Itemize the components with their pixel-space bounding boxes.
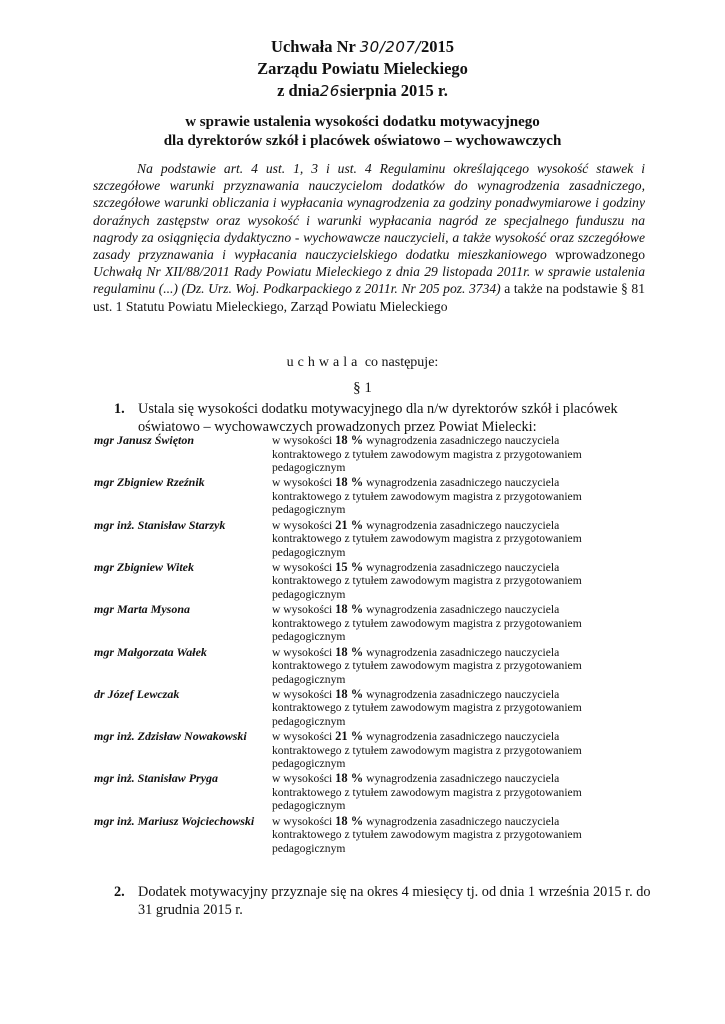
- director-name: mgr inż. Mariusz Wojciechowski: [94, 813, 255, 828]
- director-name: dr Józef Lewczak: [94, 686, 180, 701]
- allowance-percent: 15 %: [335, 559, 364, 574]
- allowance-description: w wysokości 18 % wynagrodzenia zasadniczego nauczyciela kontraktowego z tytułem zawodowym magistra z przygotowaniem pedagogicznym: [272, 602, 582, 644]
- issuing-body: Zarządu Powiatu Mieleckiego: [257, 59, 468, 78]
- allowance-row: [94, 561, 654, 603]
- allowance-description: w wysokości 15 % wynagrodzenia zasadniczego nauczyciela kontraktowego z tytułem zawodowym magistra z przygotowaniem pedagogicznym: [272, 559, 582, 601]
- allowance-description: w wysokości 21 % wynagrodzenia zasadniczego nauczyciela kontraktowego z tytułem zawodowym magistra z przygotowaniem pedagogicznym: [272, 729, 582, 771]
- allowance-description: w wysokości 18 % wynagrodzenia zasadniczego nauczyciela kontraktowego z tytułem zawodowym magistra z przygotowaniem pedagogicznym: [272, 813, 582, 855]
- allowance-row: [94, 519, 654, 561]
- allowance-row: [94, 772, 654, 814]
- allowance-description: w wysokości 18 % wynagrodzenia zasadniczego nauczyciela kontraktowego z tytułem zawodowym magistra z przygotowaniem pedagogicznym: [272, 433, 582, 474]
- allowance-percent: 18 %: [335, 475, 364, 490]
- allowance-description: w wysokości 21 % wynagrodzenia zasadniczego nauczyciela kontraktowego z tytułem zawodowym magistra z przygotowaniem pedagogicznym: [272, 517, 582, 559]
- allowance-percent: 18 %: [335, 644, 364, 659]
- director-name: mgr inż. Zdzisław Nowakowski: [94, 729, 247, 744]
- document-page: Uchwała Nr 30/207/2015 Zarządu Powiatu Mieleckiego z dnia26sierpnia 2015 r. w sprawie ustalenia wysokości dodatku motywacyjnego dla dyrektorów szkół i placówek oświatowo – wychowawczych Na podstawie art. 4 ust. 1, 3 i ust. 4 Regulaminu określającego wysokość stawek i szczegółowe warunki przyznawania nauczycielom dodatków do wynagrodzenia zasadniczego, szczegółowe warunki obliczania i wypłacania wynagrodzenia za godziny ponadwymiarowe i godziny doraźnych zastępstw oraz wysokość i warunki wypłacania nagród ze specjalnego funduszu na nagrody za osiągnięcia dydaktyczno - wychowawcze nauczycieli, a także wysokość oraz szczegółowe zasady przyznawania i wypłacania nauczycielskiego dodatku mieszkaniowego wprowadzonego Uchwałą Nr XII/88/2011 Rady Powiatu Mieleckiego z dnia 29 listopada 2011r. w sprawie ustalenia regulaminu (...) (Dz. Urz. Woj. Podkarpackiego z 2011r. Nr 205 poz. 3734) a także na podstawie § 81 ust. 1 Statutu Powiatu Mieleckiego, Zarząd Powiatu Mieleckiego uchwala co następuje: § 1 1. Ustala się wysokości dodatku motywacyjnego dla n/w dyrektorów szkół i placówek oświatowo – wychowawczych prowadzonych przez Powiat Mielecki: mgr Janusz Święton w wysokości 18 % wynagrodzenia zasadniczego nauczyciela kontraktowego z tytułem zawodowym magistra z przygotowaniem pedagogicznym mgr Zbigniew Rzeźnik w wysokości 18 % wynagrodzenia zasadniczego nauczyciela kontraktowego z tytułem zawodowym magistra z przygotowaniem pedagogicznym mgr inż. Stanisław Starzyk w wysokości 21 % wynagrodzenia zasadniczego nauczyciela kontraktowego z tytułem zawodowym magistra z przygotowaniem pedagogicznym mgr Zbigniew Witek w wysokości 15 % wynagrodzenia zasadniczego nauczyciela kontraktowego z tytułem zawodowym magistra z przygotowaniem pedagogicznym mgr Marta Mysona w wysokości 18 % wynagrodzenia zasadniczego nauczyciela kontraktowego z tytułem zawodowym magistra z przygotowaniem pedagogicznym mgr Małgorzata Wałek w wysokości 18 % wynagrodzenia zasadniczego nauczyciela kontraktowego z tytułem zawodowym magistra z przygotowaniem pedagogicznym dr Józef Lewczak w wysokości 18 % wynagrodzenia zasadniczego nauczyciela kontraktowego z tytułem zawodowym magistra z przygotowaniem pedagogicznym mgr inż. Zdzisław Nowakowski w wysokości 21 % wynagrodzenia zasadniczego nauczyciela kontraktowego z tytułem zawodowym magistra z przygotowaniem pedagogicznym mgr inż. Stanisław Pryga w wysokości 18 % wynagrodzenia zasadniczego nauczyciela kontraktowego z tytułem zawodowym magistra z przygotowaniem pedagogicznym mgr inż. Mariusz Wojciechowski w wysokości 18 % wynagrodzenia zasadniczego nauczyciela kontraktowego z tytułem zawodowym magistra z przygotowaniem pedagogicznym 2. Dodatek motywacyjny przyznaje się na okres 4 miesięcy tj. od dnia 1 września 2015 r. do 31 grudnia 2015 r.: [0, 0, 725, 1024]
- director-name: mgr inż. Stanisław Pryga: [94, 771, 219, 786]
- subject-line-1: w sprawie ustalenia wysokości dodatku motywacyjnego: [185, 114, 540, 130]
- resolves-line: uchwala co następuje:: [286, 355, 439, 370]
- allowance-description: w wysokości 18 % wynagrodzenia zasadniczego nauczyciela kontraktowego z tytułem zawodowym magistra z przygotowaniem pedagogicznym: [272, 771, 582, 813]
- allowance-description: w wysokości 18 % wynagrodzenia zasadniczego nauczyciela kontraktowego z tytułem zawodowym magistra z przygotowaniem pedagogicznym: [272, 644, 582, 686]
- allowance-row: [94, 730, 654, 772]
- allowance-description: w wysokości 18 % wynagrodzenia zasadniczego nauczyciela kontraktowego z tytułem zawodowym magistra z przygotowaniem pedagogicznym: [272, 686, 582, 728]
- resolution-date: z dnia26sierpnia 2015 r.: [277, 81, 448, 100]
- allowance-row: [94, 815, 654, 857]
- allowance-percent: 21 %: [335, 729, 364, 744]
- handwritten-resolution-number: 30/207/: [359, 38, 421, 56]
- allowance-percent: 18 %: [335, 602, 364, 617]
- allowance-percent: 18 %: [335, 813, 364, 828]
- allowance-percent: 18 %: [335, 686, 364, 701]
- preamble: Na podstawie art. 4 ust. 1, 3 i ust. 4 Regulaminu określającego wysokość stawek i szczegółowe warunki przyznawania nauczycielom dodatków do wynagrodzenia zasadniczego, szczegółowe warunki obliczania i wypłacania wynagrodzenia za godziny ponadwymiarowe i godziny doraźnych zastępstw oraz wysokość i warunki wypłacania nagród ze specjalnego funduszu na nagrody za osiągnięcia dydaktyczno - wychowawcze nauczycieli, a także wysokość oraz szczegółowe zasady przyznawania i wypłacania nauczycielskiego dodatku mieszkaniowego wprowadzonego Uchwałą Nr XII/88/2011 Rady Powiatu Mieleckiego z dnia 29 listopada 2011r. w sprawie ustalenia regulaminu (...) (Dz. Urz. Woj. Podkarpackiego z 2011r. Nr 205 poz. 3734) a także na podstawie § 81 ust. 1 Statutu Powiatu Mieleckiego, Zarząd Powiatu Mieleckiego: [93, 161, 645, 314]
- director-name: mgr Marta Mysona: [94, 602, 191, 617]
- section-heading: § 1: [353, 380, 372, 396]
- director-name: mgr Małgorzata Wałek: [94, 644, 207, 659]
- director-name: mgr Janusz Święton: [94, 433, 195, 447]
- allowance-percent: 18 %: [335, 433, 364, 447]
- resolution-title: Uchwała Nr 30/207/2015: [271, 37, 454, 56]
- director-name: mgr Zbigniew Rzeźnik: [94, 475, 205, 490]
- director-name: mgr inż. Stanisław Starzyk: [94, 517, 226, 532]
- allowance-row: [94, 688, 654, 730]
- allowance-row: [94, 434, 654, 476]
- allowance-row: [94, 646, 654, 688]
- allowance-row: [94, 476, 654, 518]
- allowance-description: w wysokości 18 % wynagrodzenia zasadniczego nauczyciela kontraktowego z tytułem zawodowym magistra z przygotowaniem pedagogicznym: [272, 475, 582, 517]
- subject-line-2: dla dyrektorów szkół i placówek oświatowo – wychowawczych: [163, 133, 562, 149]
- allowance-percent: 21 %: [335, 517, 364, 532]
- handwritten-day: 26: [319, 82, 340, 100]
- allowance-row: [94, 603, 654, 645]
- allowance-percent: 18 %: [335, 771, 364, 786]
- director-name: mgr Zbigniew Witek: [94, 559, 195, 574]
